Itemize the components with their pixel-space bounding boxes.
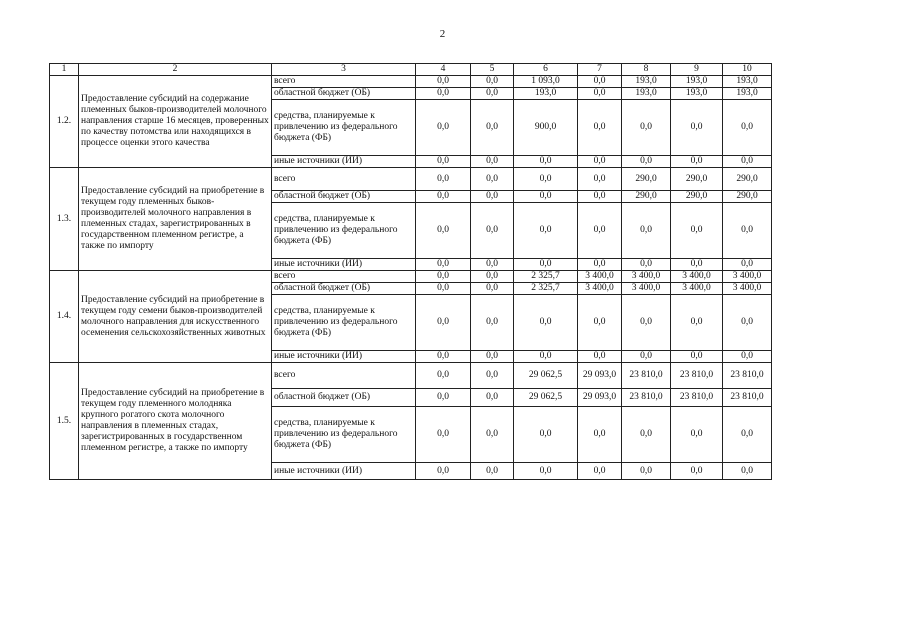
- value-cell: 193,0: [723, 88, 772, 100]
- value-cell: 29 062,5: [514, 363, 578, 389]
- value-cell: 0,0: [514, 407, 578, 463]
- value-cell: 0,0: [471, 407, 514, 463]
- value-cell: 290,0: [723, 191, 772, 203]
- funding-source: всего: [272, 271, 416, 283]
- value-cell: 0,0: [622, 156, 671, 168]
- funding-source: иные источники (ИИ): [272, 351, 416, 363]
- value-cell: 0,0: [416, 100, 471, 156]
- item-code: 1.5.: [50, 363, 79, 480]
- value-cell: 0,0: [514, 168, 578, 191]
- value-cell: 0,0: [578, 156, 622, 168]
- value-cell: 0,0: [416, 351, 471, 363]
- value-cell: 0,0: [723, 156, 772, 168]
- value-cell: 0,0: [578, 295, 622, 351]
- value-cell: 2 325,7: [514, 283, 578, 295]
- value-cell: 0,0: [416, 271, 471, 283]
- value-cell: 0,0: [471, 191, 514, 203]
- funding-source: средства, планируемые к привлечению из федерального бюджета (ФБ): [272, 100, 416, 156]
- value-cell: 23 810,0: [622, 389, 671, 407]
- page-number: 2: [439, 28, 446, 40]
- value-cell: 23 810,0: [671, 363, 723, 389]
- value-cell: 0,0: [471, 156, 514, 168]
- item-code: 1.4.: [50, 271, 79, 363]
- value-cell: 0,0: [578, 168, 622, 191]
- value-cell: 900,0: [514, 100, 578, 156]
- value-cell: 1 093,0: [514, 76, 578, 88]
- header-cell: 1: [50, 64, 79, 76]
- funding-source: средства, планируемые к привлечению из федерального бюджета (ФБ): [272, 295, 416, 351]
- value-cell: 0,0: [578, 259, 622, 271]
- value-cell: 290,0: [622, 168, 671, 191]
- value-cell: 0,0: [471, 100, 514, 156]
- value-cell: 290,0: [671, 168, 723, 191]
- value-cell: 3 400,0: [671, 283, 723, 295]
- value-cell: 0,0: [514, 203, 578, 259]
- funding-source: средства, планируемые к привлечению из федерального бюджета (ФБ): [272, 203, 416, 259]
- value-cell: 3 400,0: [723, 271, 772, 283]
- value-cell: 0,0: [416, 203, 471, 259]
- header-cell: 8: [622, 64, 671, 76]
- value-cell: 0,0: [514, 463, 578, 480]
- value-cell: 193,0: [671, 76, 723, 88]
- value-cell: 290,0: [622, 191, 671, 203]
- value-cell: 0,0: [671, 295, 723, 351]
- header-cell: 9: [671, 64, 723, 76]
- value-cell: 0,0: [471, 76, 514, 88]
- value-cell: 193,0: [514, 88, 578, 100]
- value-cell: 0,0: [622, 203, 671, 259]
- value-cell: 0,0: [514, 351, 578, 363]
- value-cell: 0,0: [416, 88, 471, 100]
- value-cell: 0,0: [671, 203, 723, 259]
- value-cell: 0,0: [416, 76, 471, 88]
- value-cell: 0,0: [514, 191, 578, 203]
- value-cell: 3 400,0: [578, 283, 622, 295]
- value-cell: 0,0: [416, 463, 471, 480]
- value-cell: 3 400,0: [622, 283, 671, 295]
- value-cell: 0,0: [471, 88, 514, 100]
- item-description: Предоставление субсидий на приобретение в текущем году семени быков-производителей молочного направления для искусственного осеменения сельскохозяйственных животных: [79, 271, 272, 363]
- header-cell: 3: [272, 64, 416, 76]
- value-cell: 0,0: [723, 203, 772, 259]
- table-row: [50, 168, 772, 191]
- value-cell: 0,0: [416, 259, 471, 271]
- value-cell: 0,0: [622, 463, 671, 480]
- value-cell: 0,0: [416, 295, 471, 351]
- item-description: Предоставление субсидий на содержание племенных быков-производителей молочного направления старше 16 месяцев, проверенных по качеству потомства или находящихся в процессе оценки этого качества: [79, 76, 272, 168]
- funding-source: областной бюджет (ОБ): [272, 191, 416, 203]
- header-cell: 4: [416, 64, 471, 76]
- table-row: [50, 76, 772, 88]
- value-cell: 23 810,0: [622, 363, 671, 389]
- funding-source: всего: [272, 168, 416, 191]
- funding-source: иные источники (ИИ): [272, 463, 416, 480]
- value-cell: 0,0: [471, 351, 514, 363]
- value-cell: 29 093,0: [578, 363, 622, 389]
- value-cell: 0,0: [471, 463, 514, 480]
- funding-source: областной бюджет (ОБ): [272, 389, 416, 407]
- value-cell: 0,0: [622, 295, 671, 351]
- value-cell: 0,0: [578, 351, 622, 363]
- value-cell: 0,0: [671, 351, 723, 363]
- header-cell: 5: [471, 64, 514, 76]
- item-code: 1.2.: [50, 76, 79, 168]
- value-cell: 0,0: [514, 259, 578, 271]
- header-cell: 10: [723, 64, 772, 76]
- value-cell: 0,0: [723, 463, 772, 480]
- value-cell: 0,0: [471, 363, 514, 389]
- value-cell: 23 810,0: [723, 389, 772, 407]
- value-cell: 3 400,0: [578, 271, 622, 283]
- value-cell: 0,0: [622, 259, 671, 271]
- value-cell: 23 810,0: [671, 389, 723, 407]
- header-cell: 7: [578, 64, 622, 76]
- table-row: [50, 271, 772, 283]
- funding-source: всего: [272, 363, 416, 389]
- value-cell: 0,0: [416, 191, 471, 203]
- value-cell: 0,0: [471, 295, 514, 351]
- value-cell: 193,0: [671, 88, 723, 100]
- value-cell: 0,0: [416, 156, 471, 168]
- value-cell: 0,0: [416, 283, 471, 295]
- table-row: [50, 363, 772, 389]
- value-cell: 0,0: [671, 100, 723, 156]
- value-cell: 0,0: [471, 168, 514, 191]
- value-cell: 0,0: [578, 463, 622, 480]
- value-cell: 0,0: [514, 295, 578, 351]
- value-cell: 0,0: [416, 363, 471, 389]
- value-cell: 0,0: [723, 295, 772, 351]
- item-description: Предоставление субсидий на приобретение в текущем году племенных быков-производителей молочного направления в племенных стадах, зарегистрированных в государственном племенном регистре, а также по импорту: [79, 168, 272, 271]
- value-cell: 3 400,0: [723, 283, 772, 295]
- value-cell: 29 093,0: [578, 389, 622, 407]
- value-cell: 0,0: [622, 407, 671, 463]
- value-cell: 290,0: [723, 168, 772, 191]
- value-cell: 0,0: [578, 100, 622, 156]
- value-cell: 23 810,0: [723, 363, 772, 389]
- value-cell: 193,0: [723, 76, 772, 88]
- budget-table: [49, 63, 772, 480]
- value-cell: 193,0: [622, 76, 671, 88]
- value-cell: 0,0: [622, 100, 671, 156]
- value-cell: 0,0: [723, 407, 772, 463]
- value-cell: 2 325,7: [514, 271, 578, 283]
- value-cell: 0,0: [578, 76, 622, 88]
- funding-source: областной бюджет (ОБ): [272, 88, 416, 100]
- item-description: Предоставление субсидий на приобретение в текущем году племенного молодняка крупного рогатого скота молочного направления в племенных стадах, зарегистрированных в государственном племенном регистре, а также по импорту: [79, 363, 272, 480]
- value-cell: 0,0: [723, 100, 772, 156]
- value-cell: 0,0: [471, 283, 514, 295]
- value-cell: 29 062,5: [514, 389, 578, 407]
- header-cell: 6: [514, 64, 578, 76]
- value-cell: 3 400,0: [671, 271, 723, 283]
- value-cell: 0,0: [471, 203, 514, 259]
- value-cell: 290,0: [671, 191, 723, 203]
- header-cell: 2: [79, 64, 272, 76]
- value-cell: 193,0: [622, 88, 671, 100]
- value-cell: 0,0: [578, 191, 622, 203]
- value-cell: 0,0: [723, 351, 772, 363]
- item-code: 1.3.: [50, 168, 79, 271]
- value-cell: 3 400,0: [622, 271, 671, 283]
- value-cell: 0,0: [416, 389, 471, 407]
- value-cell: 0,0: [514, 156, 578, 168]
- funding-source: иные источники (ИИ): [272, 259, 416, 271]
- value-cell: 0,0: [416, 168, 471, 191]
- funding-source: иные источники (ИИ): [272, 156, 416, 168]
- value-cell: 0,0: [578, 203, 622, 259]
- value-cell: 0,0: [471, 259, 514, 271]
- funding-source: средства, планируемые к привлечению из федерального бюджета (ФБ): [272, 407, 416, 463]
- value-cell: 0,0: [671, 463, 723, 480]
- value-cell: 0,0: [671, 259, 723, 271]
- value-cell: 0,0: [622, 351, 671, 363]
- header-row: [50, 64, 772, 76]
- value-cell: 0,0: [723, 259, 772, 271]
- value-cell: 0,0: [671, 156, 723, 168]
- value-cell: 0,0: [671, 407, 723, 463]
- value-cell: 0,0: [471, 271, 514, 283]
- funding-source: всего: [272, 76, 416, 88]
- value-cell: 0,0: [578, 88, 622, 100]
- value-cell: 0,0: [578, 407, 622, 463]
- value-cell: 0,0: [416, 407, 471, 463]
- value-cell: 0,0: [471, 389, 514, 407]
- funding-source: областной бюджет (ОБ): [272, 283, 416, 295]
